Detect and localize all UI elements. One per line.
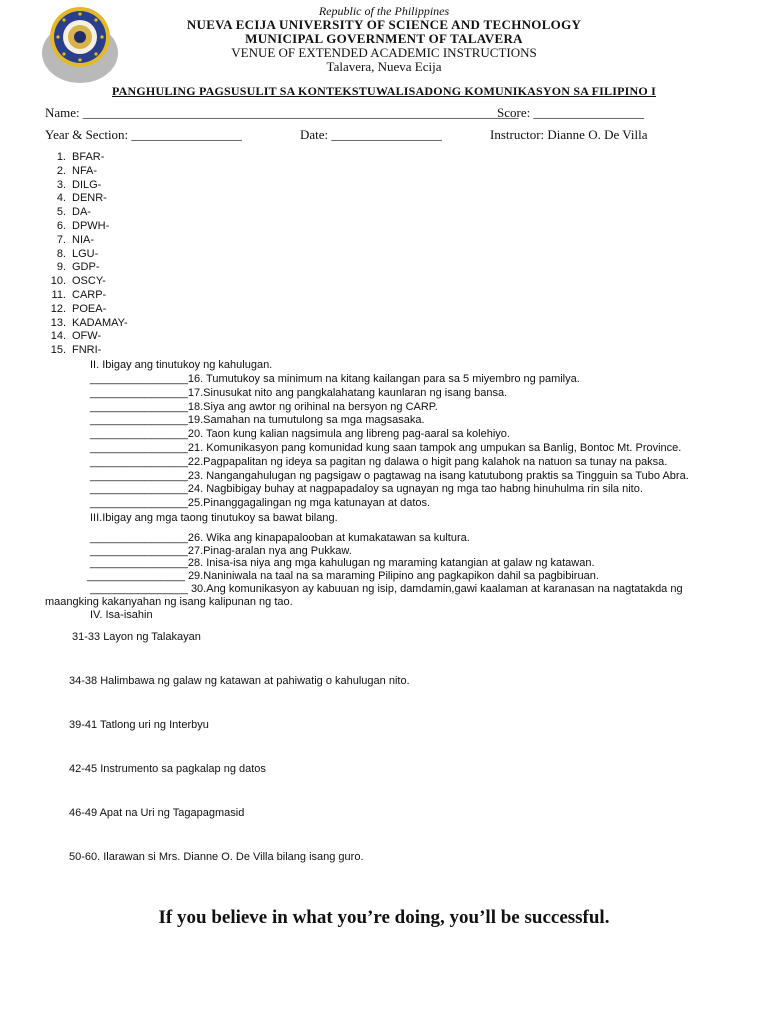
section-2-list [90, 373, 689, 511]
list-item: 46-49 Apat na Uri ng Tagapagmasid [69, 807, 245, 819]
list-item: ________________18.Siya ang awtor ng orihinal na bersyon ng CARP. [90, 400, 438, 413]
header-university: NUEVA ECIJA UNIVERSITY OF SCIENCE AND TECHNOLOGY [186, 17, 582, 32]
acronym-list [44, 151, 128, 358]
list-item: 6. DPWH- [56, 219, 110, 232]
list-item: 11. CARP- [51, 288, 107, 301]
year-section-field: Year & Section: _________________ [45, 127, 242, 142]
score-field: Score: _________________ [497, 105, 644, 120]
list-item: ________________ 29.Naniniwala na taal na sa maraming Pilipino ang pagkapikon dahil sa pagbibiruan. [87, 570, 599, 582]
list-item: ________________ 30.Ang komunikasyon ay kabuuan ng isip, damdamin,gawi kaalaman at karanasan na nagtatakda ng [90, 583, 683, 595]
list-item: 31-33 Layon ng Talakayan [72, 631, 201, 643]
list-item: 50-60. Ilarawan si Mrs. Dianne O. De Villa bilang isang guro. [69, 851, 364, 863]
list-item: ________________17.Sinusukat nito ang pangkalahatang kaunlaran ng isang bansa. [90, 386, 508, 399]
list-item: ________________23. Nangangahulugan ng pagsigaw o pagtawag na isang katutubong praktis sa Tingguin sa Tubo Abra. [90, 469, 689, 482]
exam-title: PANGHULING PAGSUSULIT SA KONTEKSTUWALISADONG KOMUNIKASYON SA FILIPINO I [112, 84, 656, 98]
list-item: ________________26. Wika ang kinapapalooban at kumakatawan sa kultura. [90, 532, 470, 544]
section-3-heading: III.Ibigay ang mga taong tinutukoy sa bawat bilang. [90, 512, 338, 524]
header-venue: VENUE OF EXTENDED ACADEMIC INSTRUCTIONS [231, 45, 537, 60]
section-2-heading: II. Ibigay ang tinutukoy ng kahulugan. [90, 359, 273, 371]
motto-quote: If you believe in what you’re doing, you’ll be successful. [158, 907, 610, 928]
header-republic: Republic of the Philippines [318, 4, 450, 18]
list-item: 8. LGU- [56, 247, 99, 260]
instructor-field: Instructor: Dianne O. De Villa [490, 127, 648, 142]
list-item: 9. GDP- [56, 261, 100, 274]
list-item: ________________28. Inisa-isa niya ang mga kahulugan ng maraming katangian at galaw ng katawan. [90, 557, 595, 569]
list-item: 2. NFA- [56, 164, 98, 177]
list-item: ________________21. Komunikasyon pang komunidad kung saan tampok ang umpukan sa Banlig, Bontoc Mt. Province. [90, 441, 682, 454]
list-item: 13. KADAMAY- [50, 316, 128, 329]
list-item-continuation: maangking kakanyahan ng isang kalipunan ng tao. [45, 596, 293, 608]
list-item: 12. POEA- [50, 302, 107, 315]
list-item: ________________19.Samahan na tumutulong sa mga magsasaka. [90, 414, 425, 427]
list-item: ________________24. Nagbibigay buhay at nagpapadaloy sa ugnayan ng mga tao habng hinuhulma rin sila nito. [90, 483, 643, 496]
list-item: 3. DILG- [56, 178, 102, 191]
section-4-heading: IV. Isa-isahin [90, 609, 153, 621]
list-item: 39-41 Tatlong uri ng Interbyu [69, 719, 209, 731]
list-item: ________________27.Pinag-aralan nya ang Pukkaw. [90, 545, 352, 557]
date-field: Date: _________________ [300, 127, 442, 142]
list-item: 1. BFAR- [56, 151, 105, 163]
name-field: Name: ___________________________________________________________________ [45, 105, 519, 120]
list-item: ________________25.Pinanggagalingan ng mga katunayan at datos. [90, 497, 431, 510]
list-item: 5. DA- [56, 206, 91, 219]
list-item: 42-45 Instrumento sa pagkalap ng datos [69, 763, 266, 775]
header-location: Talavera, Nueva Ecija [326, 59, 442, 74]
list-item: 7. NIA- [56, 233, 94, 246]
header-government: MUNICIPAL GOVERNMENT OF TALAVERA [245, 31, 523, 46]
list-item: 14. OFW- [50, 330, 102, 343]
list-item: ________________16. Tumutukoy sa minimum na kitang kailangan para sa 5 miyembro ng pamilya. [90, 373, 580, 385]
list-item: ________________20. Taon kung kalian nagsimula ang libreng pag-aaral sa kolehiyo. [90, 428, 510, 441]
list-item: 4. DENR- [56, 192, 107, 205]
list-item: ________________22.Pagpapalitan ng ideya sa pagitan ng dalawa o higit pang kalahok na natuon sa tunay na paksa. [90, 455, 668, 468]
list-item: 10. OSCY- [50, 275, 106, 288]
list-item: 34-38 Halimbawa ng galaw ng katawan at pahiwatig o kahulugan nito. [69, 675, 410, 687]
list-item: 15. FNRI- [50, 344, 102, 357]
